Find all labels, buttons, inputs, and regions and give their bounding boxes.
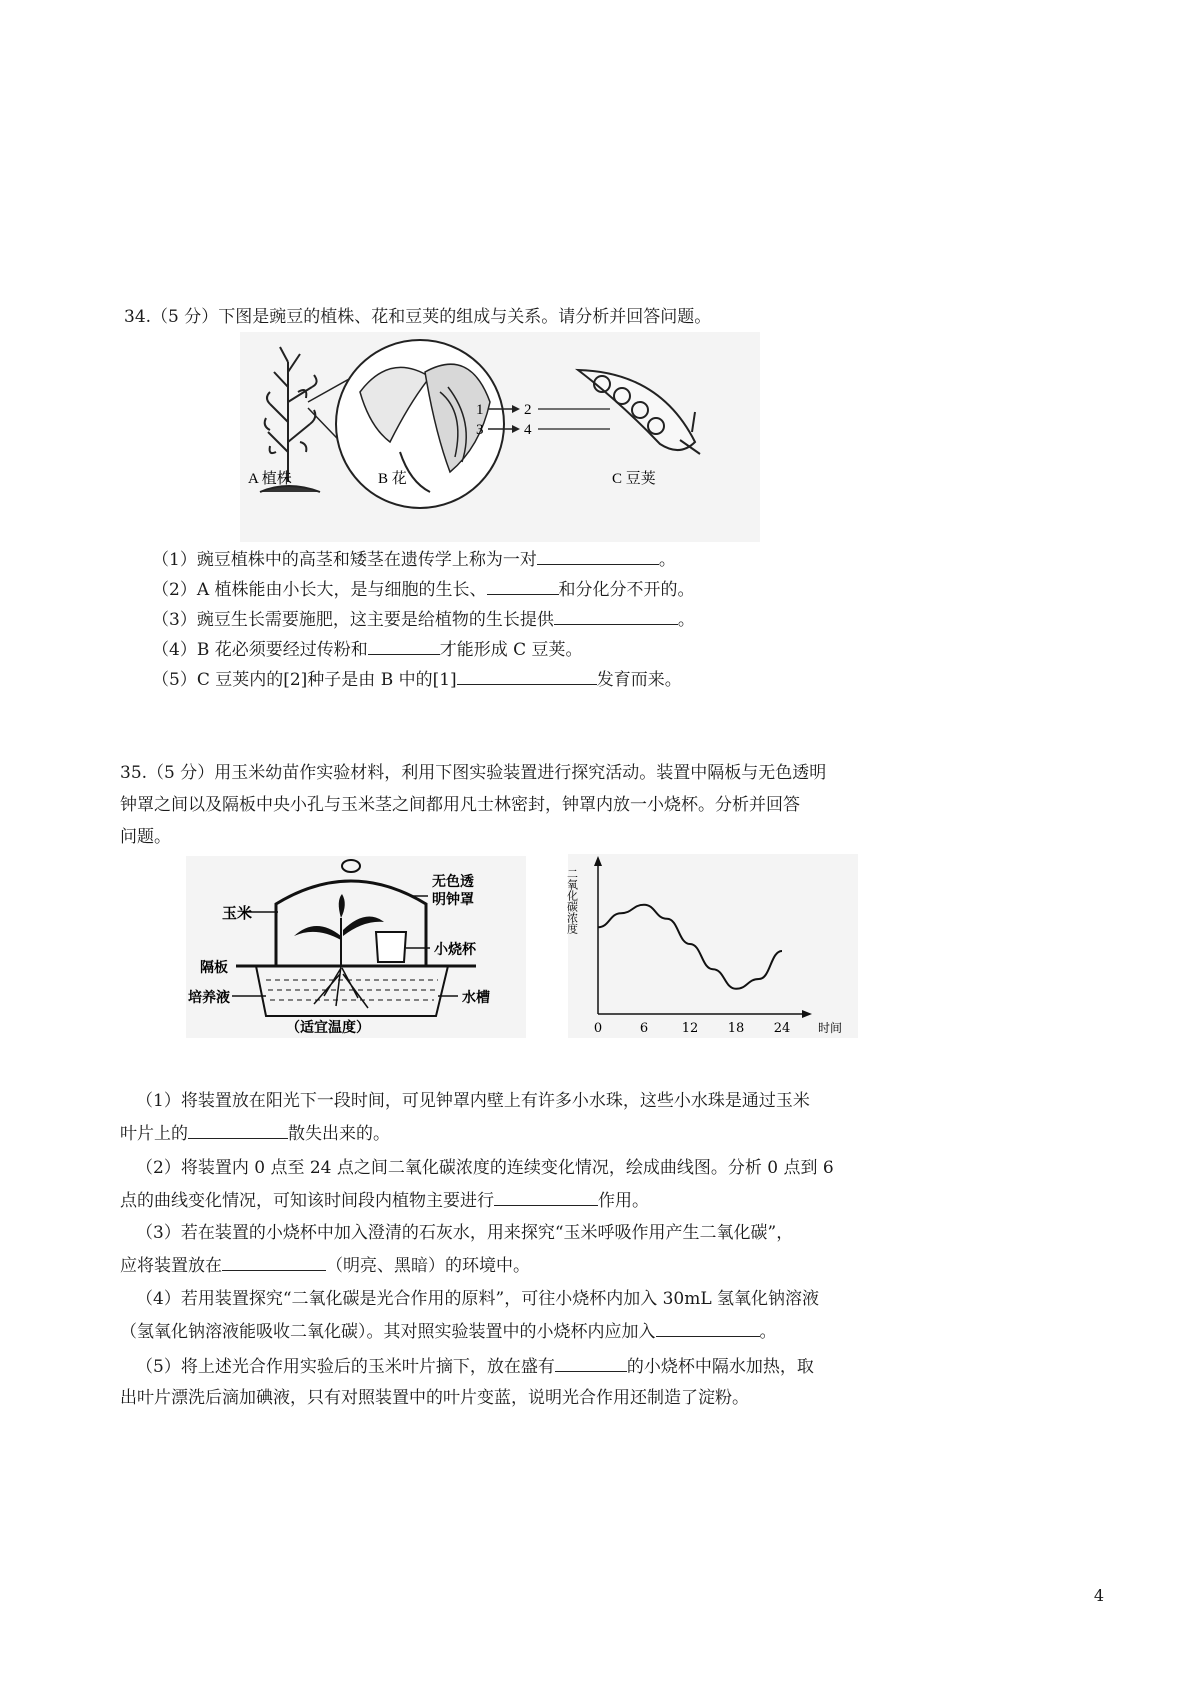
label-1: 1 <box>476 402 484 418</box>
q35-item-1-line-2 <box>120 1122 390 1145</box>
corn-label: 玉米 <box>222 904 253 922</box>
q35-item-1-text: 叶片上的 <box>120 1124 188 1144</box>
q35-item-4-text: （氢氧化钠溶液能吸收二氧化碳）。其对照实验装置中的小烧杯内应加入 <box>120 1322 656 1342</box>
q35-item-3-tail: （明亮、黑暗）的环境中。 <box>326 1256 530 1276</box>
answer-blank[interactable] <box>222 1254 326 1271</box>
q34-item-4 <box>152 638 583 661</box>
q35-item-1-line-1: （1）将装置放在阳光下一段时间，可见钟罩内壁上有许多小水珠，这些小水珠是通过玉米 <box>136 1091 810 1111</box>
q35-item-2-tail: 作用。 <box>598 1191 649 1211</box>
answer-blank[interactable] <box>457 668 597 685</box>
q34-item-4-tail: 才能形成 C 豆荚。 <box>439 640 583 660</box>
q34-item-1 <box>152 548 676 571</box>
q34-item-5-tail: 发育而来。 <box>596 670 682 690</box>
label-a: A 植株 <box>248 471 292 487</box>
page-number: 4 <box>1093 1586 1104 1605</box>
answer-blank[interactable] <box>555 1355 627 1372</box>
label-3: 3 <box>476 422 484 438</box>
culture-label: 培养液 <box>188 990 230 1006</box>
y-axis-label: 二氧化碳浓度 <box>565 868 579 934</box>
q35-item-5-line-1 <box>136 1355 814 1378</box>
label-4: 4 <box>524 422 532 438</box>
x-tick-24: 24 <box>773 1021 791 1036</box>
answer-blank[interactable] <box>188 1122 288 1139</box>
q35-item-5-text: （5）将上述光合作用实验后的玉米叶片摘下，放在盛有 <box>136 1357 555 1377</box>
q34-item-5 <box>152 668 682 691</box>
q34-item-3-text: （3）豌豆生长需要施肥，这主要是给植物的生长提供 <box>152 610 554 630</box>
x-tick-6: 6 <box>639 1021 649 1036</box>
q34-item-5-text: （5）C 豆荚内的[2]种子是由 B 中的[1] <box>152 670 457 690</box>
answer-blank[interactable] <box>368 638 440 655</box>
label-c: C 豆荚 <box>612 471 656 487</box>
apparatus-diagram <box>186 856 526 1038</box>
q35-item-2-line-1: （2）将装置内 0 点至 24 点之间二氧化碳浓度的连续变化情况，绘成曲线图。分析 0 点到 6 <box>136 1158 834 1178</box>
q35-item-3-line-2 <box>120 1254 530 1277</box>
q34-item-1-tail: 。 <box>658 550 676 570</box>
co2-graph <box>565 854 858 1038</box>
q34-item-2-tail: 和分化分不开的。 <box>558 580 695 600</box>
apparatus-figure <box>186 856 526 1038</box>
q35-header-line-3: 问题。 <box>120 827 171 847</box>
x-tick-12: 12 <box>681 1021 699 1036</box>
q35-item-5-line-2: 出叶片漂洗后滴加碘液，只有对照装置中的叶片变蓝，说明光合作用还制造了淀粉。 <box>120 1388 749 1408</box>
q35-header-line-1: 35.（5 分）用玉米幼苗作实验材料，利用下图实验装置进行探究活动。装置中隔板与无色透明 <box>120 763 827 783</box>
q35-item-4-tail: 。 <box>759 1322 777 1342</box>
label-b: B 花 <box>378 471 407 487</box>
co2-line-chart <box>565 854 858 1038</box>
q35-item-2-text: 点的曲线变化情况，可知该时间段内植物主要进行 <box>120 1191 494 1211</box>
pea-figure <box>240 332 760 542</box>
q34-item-3 <box>152 608 695 631</box>
q35-item-3-text: 应将装置放在 <box>120 1256 222 1276</box>
answer-blank[interactable] <box>554 608 678 625</box>
tank-label: 水槽 <box>462 990 490 1006</box>
bell-jar-label-1: 无色透 <box>432 874 474 890</box>
label-2: 2 <box>524 402 532 418</box>
q34-item-1-text: （1）豌豆植株中的高茎和矮茎在遗传学上称为一对 <box>152 550 537 570</box>
q35-item-4-line-1: （4）若用装置探究“二氧化碳是光合作用的原料”，可往小烧杯内加入 30mL 氢氧化钠溶液 <box>136 1289 820 1309</box>
q34-item-2-text: （2）A 植株能由小长大，是与细胞的生长、 <box>152 580 487 600</box>
q35-item-1-tail: 散失出来的。 <box>288 1124 390 1144</box>
q35-item-5-tail: 的小烧杯中隔水加热，取 <box>626 1357 814 1377</box>
q34-header: 34.（5 分）下图是豌豆的植株、花和豆荚的组成与关系。请分析并回答问题。 <box>124 307 712 327</box>
q35-item-3-line-1: （3）若在装置的小烧杯中加入澄清的石灰水，用来探究“玉米呼吸作用产生二氧化碳”， <box>136 1223 794 1243</box>
partition-label: 隔板 <box>200 960 228 976</box>
q35-item-4-line-2 <box>120 1320 777 1343</box>
q35-header-line-2: 钟罩之间以及隔板中央小孔与玉米茎之间都用凡士林密封，钟罩内放一小烧杯。分析并回答 <box>120 795 800 815</box>
answer-blank[interactable] <box>537 548 659 565</box>
bell-jar-label-2: 明钟罩 <box>432 892 474 908</box>
answer-blank[interactable] <box>487 578 559 595</box>
q34-item-4-text: （4）B 花必须要经过传粉和 <box>152 640 368 660</box>
q35-item-2-line-2 <box>120 1189 649 1212</box>
x-tick-18: 18 <box>727 1021 745 1036</box>
pea-diagram <box>240 332 760 542</box>
answer-blank[interactable] <box>494 1189 598 1206</box>
x-axis-label: 时间 <box>818 1021 843 1035</box>
q34-item-2 <box>152 578 695 601</box>
beaker-label: 小烧杯 <box>434 942 476 958</box>
q34-item-3-tail: 。 <box>677 610 695 630</box>
temperature-label: （适宜温度） <box>286 1020 370 1036</box>
x-tick-0: 0 <box>593 1021 603 1036</box>
answer-blank[interactable] <box>656 1320 760 1337</box>
